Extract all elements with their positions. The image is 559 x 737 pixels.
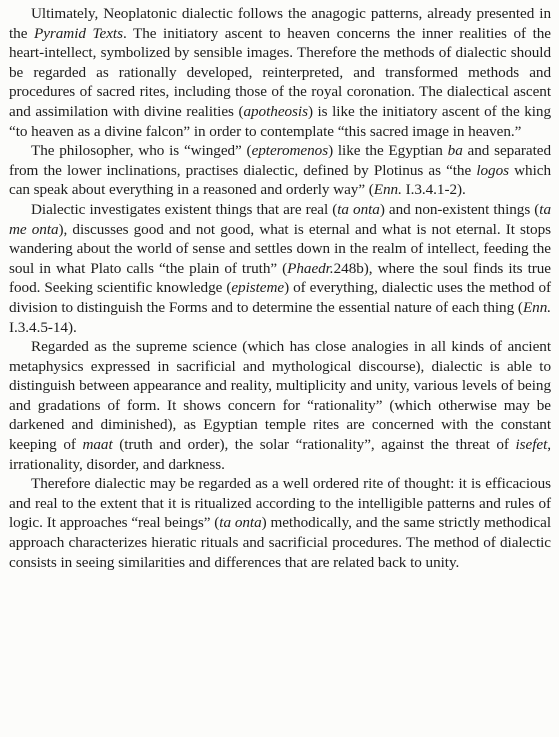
text-run: Regarded as the supreme science (which has close analogies in all kinds of ancient metaphysics expressed in sacrificial and mythological discourse), dialectic is able to distinguish between appearance and reality, multiplicity and unity, various levels of being and gradations of form. It shows concern for “rationality” (which otherwise may be darkened and diminished), as Egyptian temple rites are concerned with the constant keeping of [9,338,551,454]
paragraph [9,337,551,474]
text-run: and separated from the lower inclinations, practises dialectic, defined by Plotinus as “the [9,142,551,179]
italic-term: ta onta [337,200,380,218]
text-run: . The initiatory ascent to heaven concerns the inner realities of the heart-intellect, symbolized by sensible images. Therefore the methods of dialectic should be regarded as rationally developed, reinterpreted, and transformed methods and procedures of sacred rites, including those of the royal coronation. The dialectical ascent and assimilation with divine realities ( [9,24,551,120]
text-run: I.3.4.1-2). [401,181,466,199]
text-run: , irrationality, disorder, and darkness. [9,436,551,473]
italic-term: ta me onta [9,200,551,238]
paragraph [9,4,551,141]
text-run: I.3.4.5-14). [9,318,77,336]
text-run: Ultimately, Neoplatonic dialectic follows the anagogic patterns, already presented in the [9,5,551,42]
text-run: ), discusses good and not good, what is eternal and what is not eternal. It stops wandering about the world of sense and settles down in the realm of intellect, feeding the soul in what Plato calls “the plain of truth” ( [9,220,551,277]
italic-term: isefet [515,436,548,454]
text-run: which can speak about everything in a reasoned and orderly way” ( [9,161,551,199]
italic-term: Pyramid Texts [33,24,123,42]
text-run: ) and non-existent things ( [379,200,540,218]
text-run: Therefore dialectic may be regarded as a well ordered rite of thought: it is efficacious and real to the extent that it is ritualized according to the intelligible patterns and rules of logic. It approaches “real beings” ( [9,475,551,532]
text-run: The philosopher, who is “winged” ( [31,142,252,160]
paragraph [9,141,551,200]
italic-term: apotheosis [243,102,308,120]
text-run: (truth and order), the solar “rationality”, against the threat of [112,436,516,454]
italic-term: Enn. [373,181,402,199]
paragraph [9,474,551,572]
text-run: ) like the Egyptian [328,142,448,160]
text-run: ) is like the initiatory ascent of the king “to heaven as a divine falcon” in order to contemplate “this sacred image in heaven.” [9,102,552,140]
text-run: Dialectic investigates existent things that are real ( [31,200,338,218]
text-run: ) methodically, and the same strictly methodical approach characterizes hieratic rituals and sacrificial procedures. The method of dialectic consists in seeing similarities and differences that are related back to unity. [9,514,551,571]
italic-term: maat [82,436,113,454]
italic-term: epteromenos [251,142,329,160]
italic-term: logos [476,161,509,179]
italic-term: ba [447,142,463,160]
paragraph [9,200,551,337]
italic-term: Enn. [522,298,551,316]
italic-term: episteme [231,279,285,297]
text-run: ) of everything, dialectic uses the method of division to distinguish the Forms and to determine the essential nature of each thing ( [9,279,552,316]
text-run: 248b), where the soul finds its true food. Seeking scientific knowledge ( [9,259,551,297]
italic-term: Phaedr. [287,259,334,277]
italic-term: ta onta [219,514,262,532]
